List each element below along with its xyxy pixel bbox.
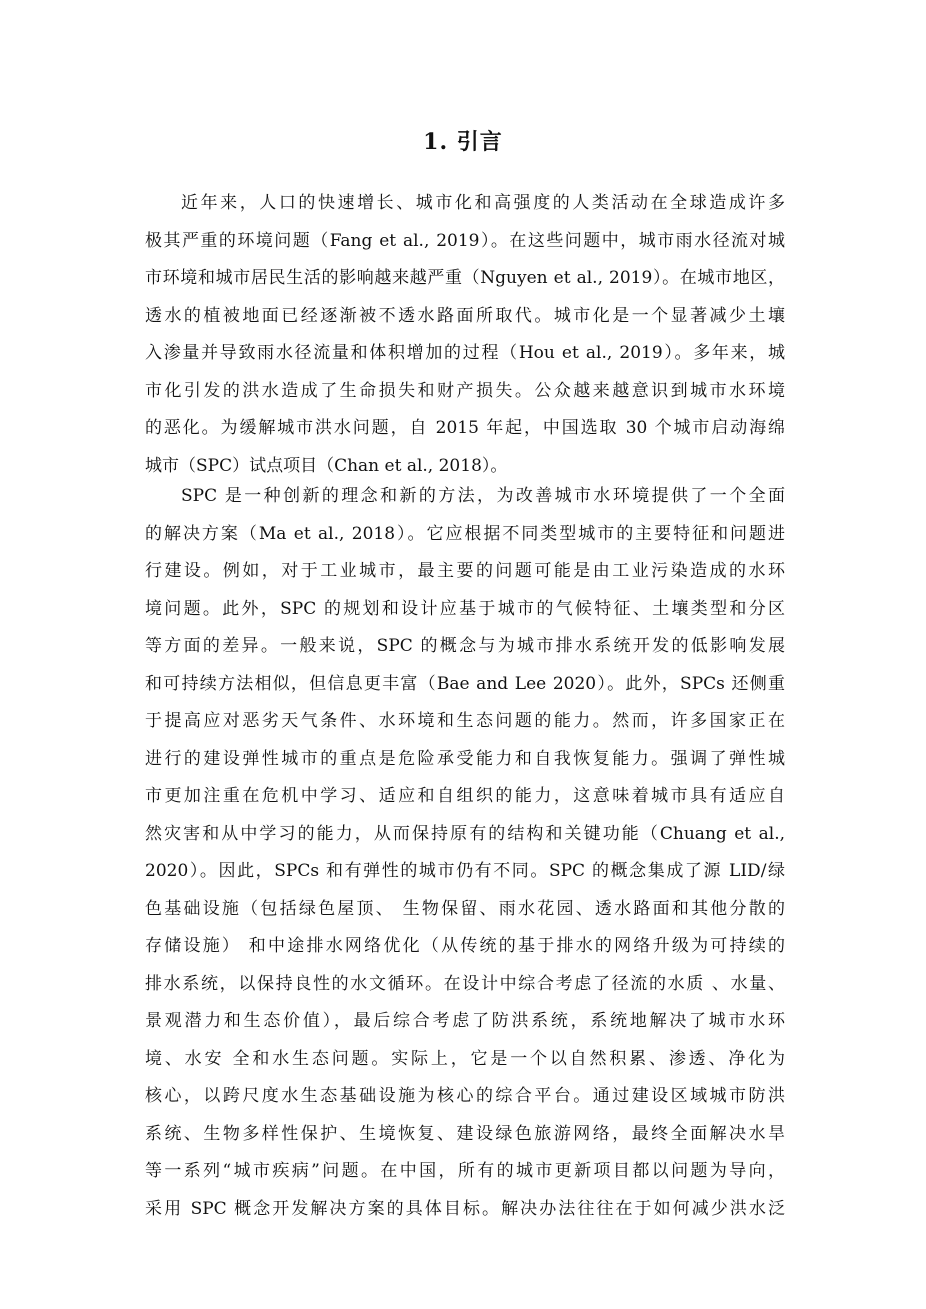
text-line: 市环境和城市居民生活的影响越来越严重（Nguyen et al., 2019）。在城市地区， (145, 268, 785, 288)
text-line: 2020）。因此，SPCs 和有弹性的城市仍有不同。SPC 的概念集成了源 LID/绿 (145, 861, 785, 881)
text-line: 市更加注重在危机中学习、适应和自组织的能力，这意味着城市具有适应自 (145, 786, 785, 806)
text-line: 的恶化。为缓解城市洪水问题，自 2015 年起，中国选取 30 个城市启动海绵 (145, 418, 785, 438)
text-line: 境、水安 全和水生态问题。实际上，它是一个以自然积累、渗透、净化为 (145, 1048, 785, 1069)
text-line: 核心，以跨尺度水生态基础设施为核心的综合平台。通过建设区域城市防洪 (145, 1086, 785, 1106)
text-line: 系统、生物多样性保护、生境恢复、建设绿色旅游网络，最终全面解决水旱 (145, 1123, 785, 1144)
text-line: 进行的建设弹性城市的重点是危险承受能力和自我恢复能力。强调了弹性城 (145, 748, 785, 769)
section-title: 1. 引言 (423, 129, 503, 155)
text-line: 行建设。例如，对于工业城市，最主要的问题可能是由工业污染造成的水环 (145, 561, 785, 581)
text-line: 入渗量并导致雨水径流量和体积增加的过程（Hou et al., 2019）。多年来，城 (145, 343, 785, 363)
text-line: 城市（SPC）试点项目（Chan et al., 2018）。 (145, 455, 508, 476)
paragraph-introduction-2 (145, 478, 785, 1228)
paragraph-introduction-1 (145, 185, 785, 485)
text-line: 排水系统，以保持良性的水文循环。在设计中综合考虑了径流的水质 、水量、 (145, 973, 785, 994)
text-line: 等一系列“城市疾病”问题。在中国，所有的城市更新项目都以问题为导向， (145, 1161, 785, 1181)
text-line: 和可持续方法相似，但信息更丰富（Bae and Lee 2020）。此外，SPCs 还侧重 (145, 673, 785, 694)
text-line: 然灾害和从中学习的能力，从而保持原有的结构和关键功能（Chuang et al., (145, 823, 785, 844)
text-line: 景观潜力和生态价值），最后综合考虑了防洪系统，系统地解决了城市水环 (145, 1011, 785, 1031)
text-line: 市化引发的洪水造成了生命损失和财产损失。公众越来越意识到城市水环境 (145, 380, 785, 401)
text-line: 的解决方案（Ma et al., 2018）。它应根据不同类型城市的主要特征和问题进 (145, 523, 785, 544)
text-line: 存储设施） 和中途排水网络优化（从传统的基于排水的网络升级为可持续的 (145, 936, 785, 956)
text-line: 极其严重的环境问题（Fang et al., 2019）。在这些问题中，城市雨水径流对城 (145, 230, 785, 251)
text-line: SPC 是一种创新的理念和新的方法，为改善城市水环境提供了一个全面 (181, 486, 785, 506)
text-line: 等方面的差异。一般来说，SPC 的概念与为城市排水系统开发的低影响发展 (145, 636, 785, 656)
text-line: 采用 SPC 概念开发解决方案的具体目标。解决办法往往在于如何减少洪水泛 (145, 1198, 785, 1219)
text-line: 透水的植被地面已经逐渐被不透水路面所取代。城市化是一个显著减少土壤 (145, 305, 785, 326)
text-line: 色基础设施（包括绿色屋顶、 生物保留、雨水花园、透水路面和其他分散的 (145, 898, 785, 919)
text-line: 近年来，人口的快速增长、城市化和高强度的人类活动在全球造成许多 (181, 193, 785, 213)
text-line: 于提高应对恶劣天气条件、水环境和生态问题的能力。然而，许多国家正在 (145, 711, 785, 731)
text-line: 境问题。此外，SPC 的规划和设计应基于城市的气候特征、土壤类型和分区 (145, 598, 785, 619)
